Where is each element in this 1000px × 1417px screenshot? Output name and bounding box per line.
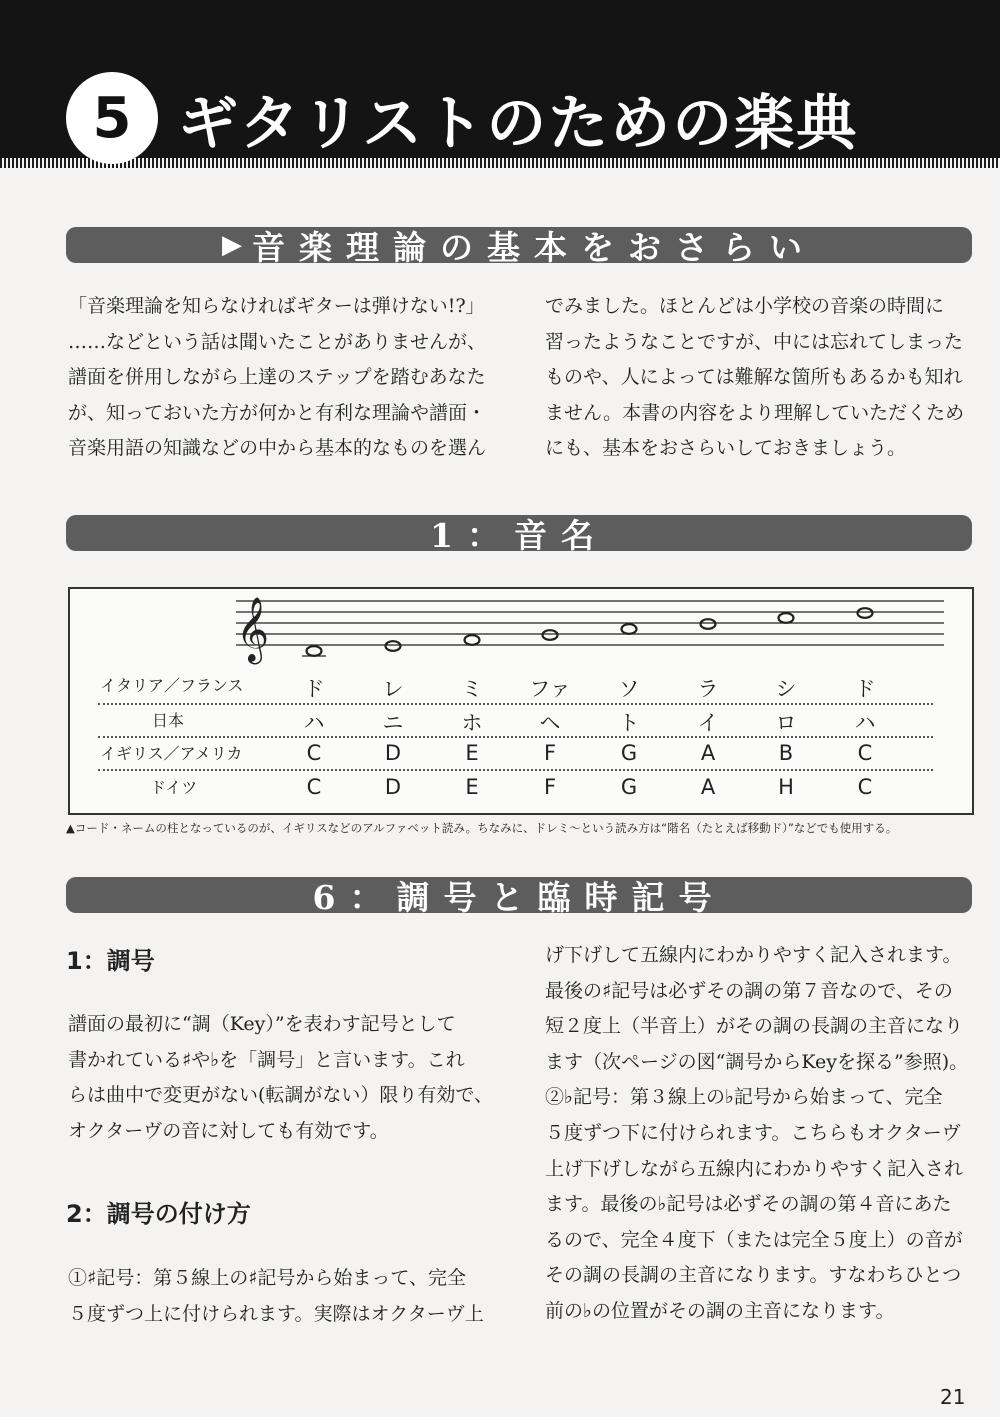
table-cell: ニ — [382, 711, 404, 735]
text-line: 前の♭の位置がその調の主音になります。 — [545, 1299, 895, 1322]
table-cell: E — [465, 741, 479, 765]
text-line: ５度ずつ下に付けられます。こちらもオクターヴ — [545, 1121, 961, 1144]
chapter-title: ギタリストのための楽典 — [178, 89, 859, 159]
table-cell: D — [384, 741, 402, 765]
text-line: にも、基本をおさらいしておきましょう。 — [545, 437, 907, 460]
note-head — [465, 635, 480, 645]
text-line: 「音楽理論を知らなければギターは弾けない!?」 — [68, 295, 485, 317]
text-line: 譜面を併用しながら上達のステップを踏むあなた — [68, 366, 486, 389]
text-line: ます（次ページの図“調号からKeyを探る”参照)。 — [545, 1050, 969, 1073]
table-cell: ヘ — [539, 711, 561, 735]
section-bar-keys — [66, 877, 972, 917]
table-cell: A — [700, 741, 716, 765]
note-head — [386, 641, 401, 651]
text-line: が、知っておいた方が何かと有利な理論や譜面・ — [68, 401, 487, 424]
treble-clef-icon: 𝄞 — [236, 597, 270, 662]
text-line: ません。本書の内容をより理解していただくため — [545, 401, 965, 424]
table-cell: A — [700, 775, 716, 799]
page-number: 21 — [940, 1385, 966, 1409]
text-line: ます。最後の♭記号は必ずその調の第４音にあた — [545, 1193, 952, 1216]
text-line: 書かれている♯や♭を「調号」と言います。これ — [68, 1048, 465, 1071]
note-head — [307, 646, 322, 656]
table-cell: C — [857, 741, 873, 765]
section-title-keys: 6：調号と臨時記号 — [312, 877, 726, 917]
table-cell: ソ — [618, 677, 640, 701]
text-line: ５度ずつ上に付けられます。実際はオクターヴ上 — [68, 1302, 484, 1325]
text-line: 譜面の最初に“調（Key）”を表わす記号として — [68, 1013, 456, 1035]
table-cell: ロ — [775, 711, 797, 735]
table-cell: ラ — [697, 677, 719, 701]
text-line: ……などという話は聞いたことがありませんが、 — [68, 330, 487, 353]
note-head — [858, 608, 873, 618]
table-cell: G — [620, 741, 638, 765]
table-cell: C — [306, 775, 322, 799]
section-title-notes: 1：音名 — [430, 515, 608, 555]
table-cell: ミ — [461, 677, 483, 701]
text-line: 最後の♯記号は必ずその調の第７音なので、その — [545, 979, 953, 1002]
table-cell: シ — [775, 677, 797, 701]
text-line: その調の長調の主音になります。すなわちひとつ — [545, 1264, 962, 1287]
text-line: らは曲中で変更がない(転調がない）限り有効で、 — [68, 1084, 494, 1107]
table-cell: D — [384, 775, 402, 799]
table-cell: C — [857, 775, 873, 799]
table-cell: ド — [303, 677, 325, 701]
text-line: ものや、人によっては難解な箇所もあるかも知れ — [545, 366, 963, 389]
note-head — [779, 613, 794, 623]
row-divider — [98, 736, 933, 738]
staff-lines — [236, 601, 944, 645]
text-line: 習ったようなことですが、中には忘れてしまった — [545, 330, 964, 353]
subheading-how-to-write: 2：調号の付け方 — [66, 1200, 251, 1228]
note-head — [701, 619, 716, 629]
table-cell: H — [778, 775, 794, 799]
text-line: 音楽用語の知識などの中から基本的なものを選ん — [68, 437, 487, 460]
text-line: ②♭記号：第３線上の♭記号から始まって、完全 — [545, 1086, 943, 1109]
text-line: げ下げして五線内にわかりやすく記入されます。 — [545, 944, 962, 966]
subheading-key-signature: 1：調号 — [66, 947, 155, 975]
keys-left-column-1 — [68, 1007, 493, 1149]
text-line: 短２度上（半音上）がその調の長調の主音になり — [545, 1015, 964, 1038]
table-cell: ファ — [529, 677, 571, 701]
note-head — [543, 630, 558, 640]
row-label-german: ドイツ — [150, 778, 198, 797]
table-caption: ▲コード・ネームの柱となっているのが、イギリスなどのアルファベット読み。ちなみに、ドレミ〜という読み方は“階名（たとえば移動ド）”などでも使用する。 — [66, 821, 898, 835]
table-cell: ト — [618, 711, 640, 735]
table-cell: イ — [697, 711, 719, 735]
table-cell: レ — [382, 677, 404, 701]
keys-left-column-2 — [68, 1261, 484, 1332]
text-line: でみました。ほとんどは小学校の音楽の時間に — [545, 295, 945, 317]
row-label-english: イギリス／アメリカ — [100, 744, 243, 763]
play-triangle-icon: ▶ — [222, 230, 242, 260]
table-cell: G — [620, 775, 638, 799]
section-title-intro: 音楽理論の基本をおさらい — [252, 227, 816, 267]
table-cell: ハ — [303, 711, 325, 735]
text-line: 上げ下げしながら五線内にわかりやすく記入され — [545, 1157, 964, 1180]
note-head — [622, 624, 637, 634]
table-cell: C — [306, 741, 322, 765]
table-cell: ホ — [461, 711, 483, 735]
table-cell: ハ — [854, 711, 876, 735]
row-label-italian: イタリア／フランス — [100, 676, 244, 695]
text-line: ①♯記号：第５線上の♯記号から始まって、完全 — [68, 1267, 467, 1289]
text-line: オクターヴの音に対しても有効です。 — [68, 1119, 389, 1142]
table-cell: E — [465, 775, 479, 799]
row-label-japanese: 日本 — [152, 711, 185, 730]
row-divider — [98, 703, 933, 705]
table-cell: ド — [854, 677, 876, 701]
keys-right-column — [545, 938, 968, 1330]
table-cell: B — [778, 741, 794, 765]
chapter-number: 5 — [66, 72, 158, 164]
text-line: るので、完全４度下（または完全５度上）の音が — [545, 1228, 963, 1251]
row-divider — [98, 769, 933, 771]
table-cell: F — [543, 741, 557, 765]
notes — [302, 608, 873, 656]
table-cell: F — [543, 775, 557, 799]
